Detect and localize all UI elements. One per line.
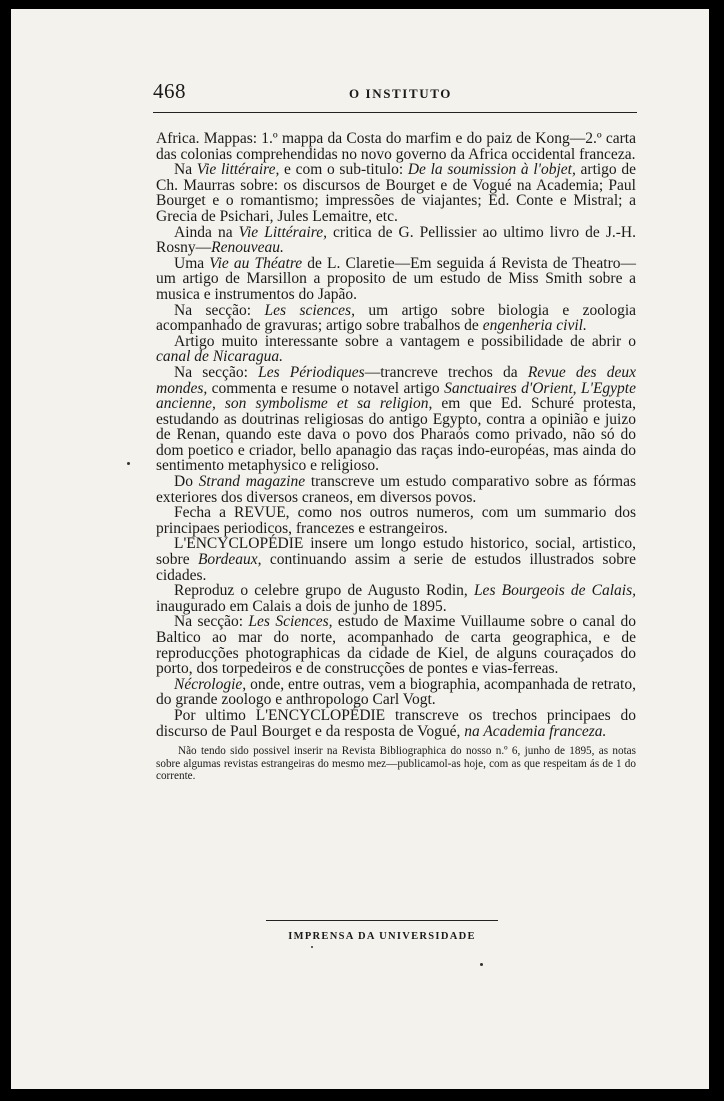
page-number: 468 — [153, 79, 186, 103]
paragraph-vie-au-theatre: Uma Vie au Théatre de L. Claretie—Em seguida á Revista de Theatro—um artigo de Marsillon a proposito de um estudo de Miss Smith sobre a musica e instrumentos do Japão. — [156, 254, 636, 303]
paragraph-nicaragua: Artigo muito interessante sobre a vantagem e possibilidade de abrir o canal de Nicaragua. — [156, 332, 636, 366]
paragraph-les-sciences: Na secção: Les sciences, um artigo sobre biologia e zoologia acompanhado de gravuras; artigo sobre trabalhos de engenheria civil. — [156, 301, 637, 335]
footnote-text: Não tendo sido possivel inserir na Revista Bibliographica do nosso n.º 6, junho de 1895, as notas sobre algumas revistas estrangeiras do mesmo mez—publicamol-as hoje, com as que respeitam ás de 1 do corrente. — [156, 745, 636, 783]
document-page — [11, 9, 709, 1089]
scan-speck — [311, 946, 313, 948]
header-rule — [153, 112, 637, 113]
journal-title: O INSTITUTO — [349, 86, 452, 101]
paragraph-encyclopedie-bordeaux: L'ENCYCLOPÉDIE insere um longo estudo historico, social, artistico, sobre Bordeaux, continuando assim a serie de estudos illustrados sobre cidades. — [156, 535, 636, 584]
footnote — [156, 745, 636, 783]
paragraph-periodiques: Na secção: Les Périodiques—trancreve trechos da Revue des deux mondes, commenta e resume o notavel artigo Sanctuaires d'Orient, L'Egypte ancienne, son symbolisme et sa religion, em que Ed. Schuré protesta, estudando as doutrinas religiosas do antigo Egypto, contra a opinião e juizo de Renan, quando este dava o povo dos Pharaós como privado, não só do dom poetico e criador, bello apanagio das raças indo-européas, mas ainda do sentimento metaphysico e religioso. — [156, 363, 637, 475]
paragraph-pellissier: Ainda na Vie Littéraire, critica de G. Pellissier ao ultimo livro de J.-H. Rosny—Renouveau. — [156, 223, 636, 257]
colophon: IMPRENSA DA UNIVERSIDADE — [288, 931, 476, 942]
paragraph-strand-magazine: Do Strand magazine transcreve um estudo comparativo sobre as fórmas exteriores dos diversos craneos, em diversos povos. — [156, 473, 637, 506]
running-head — [153, 79, 637, 115]
colophon-rule — [266, 920, 498, 921]
paragraph-revue-summary: Fecha a REVUE, como nos outros numeros, com um summario dos principaes periodicos, francezes e estrangeiros. — [156, 504, 636, 537]
scan-speck — [480, 963, 483, 966]
paragraph-vie-litteraire: Na Vie littéraire, e com o sub-titulo: De la soumission à l'objet, artigo de Ch. Maurras sobre: os discursos de Bourget e de Vogué na Academia; Paul Bourget e o romantismo; impressões de viajantes; Ed. Conte e Mistral; a Grecia de Psichari, Jules Lemaitre, etc. — [156, 161, 636, 225]
scan-speck — [127, 462, 130, 465]
paragraph-bourget-discourse: Por ultimo L'ENCYCLOPÉDIE transcreve os trechos principaes do discurso de Paul Bourget e da resposta de Vogué, na Academia franceza. — [156, 706, 636, 740]
paragraph-africa-maps: Africa. Mappas: 1.º mappa da Costa do marfim e do paiz de Kong—2.º carta das colonias comprehendidas no novo governo da Africa occidental franceza. — [156, 130, 636, 163]
paragraph-rodin: Reproduz o celebre grupo de Augusto Rodin, Les Bourgeois de Calais, inaugurado em Calais a dois de junho de 1895. — [156, 582, 637, 615]
paragraph-baltic-canal: Na secção: Les Sciences, estudo de Maxime Vuillaume sobre o canal do Baltico ao mar do norte, acompanhado de carta geographica, e de reproducções photographicas da cidade de Kiel, de alguns couraçados do porto, dos torpedeiros e de construcções de pontes e vias-ferreas. — [156, 613, 636, 678]
paragraph-necrologie: Nécrologie, onde, entre outras, vem a biographia, acompanhada de retrato, do grande zoologo e anthropologo Carl Vogt. — [156, 675, 636, 709]
body-text — [156, 131, 636, 739]
